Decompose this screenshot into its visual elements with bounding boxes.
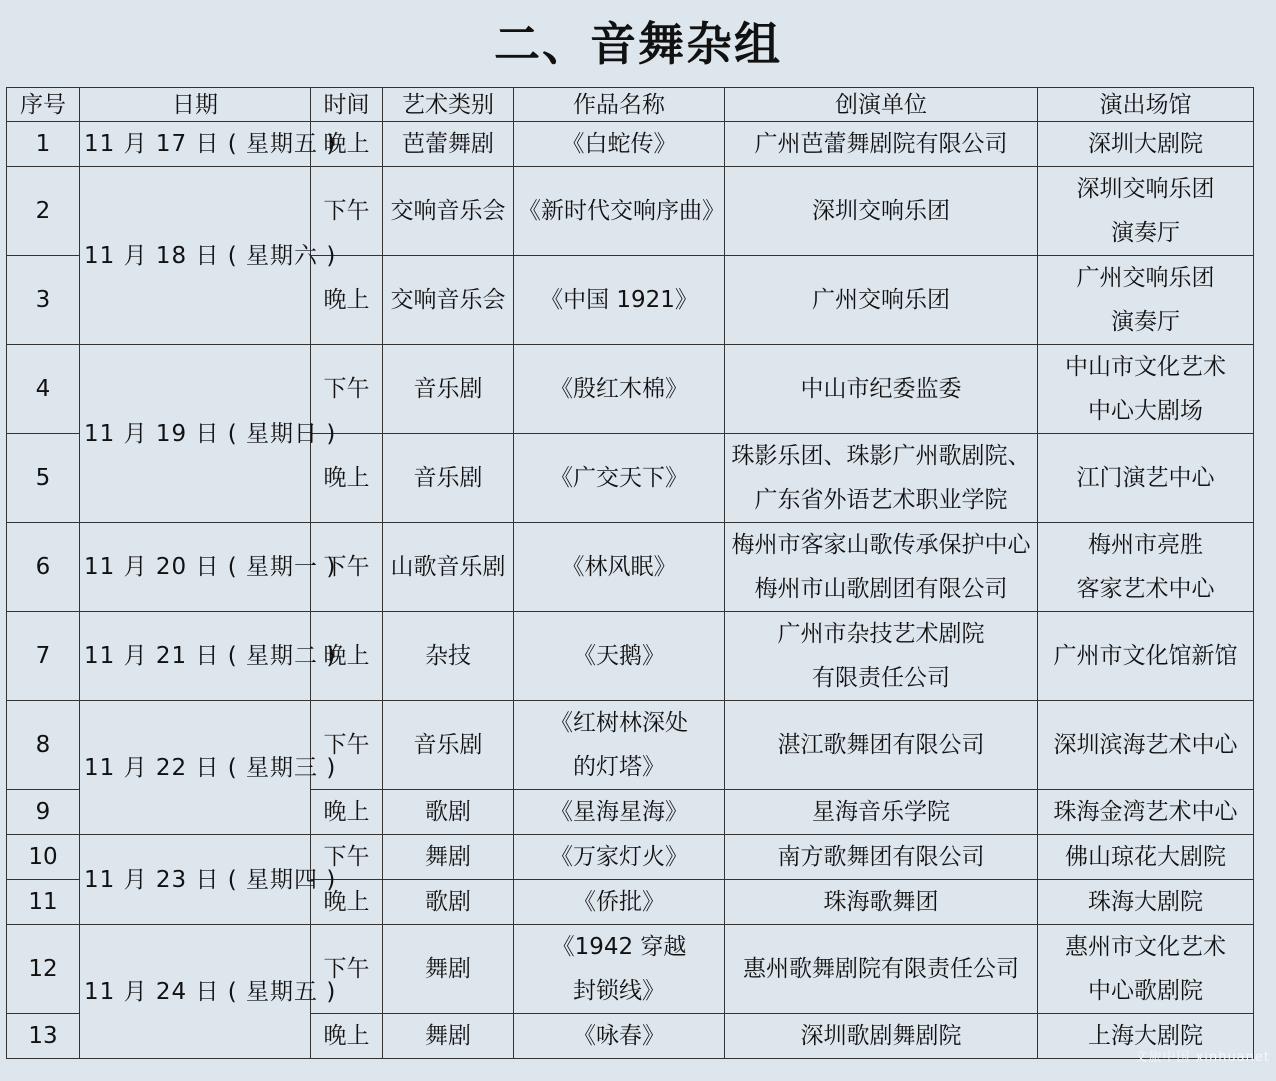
cell-venue [1038, 345, 1254, 434]
cell-work [514, 612, 725, 701]
table-row [7, 167, 1254, 256]
cell-venue-line: 上海大剧院 [1088, 1023, 1203, 1049]
cell-company [725, 122, 1038, 167]
cell-company [725, 167, 1038, 256]
cell-venue [1038, 925, 1254, 1014]
cell-work-line: 《星海星海》 [550, 799, 688, 825]
cell-no: 3 [7, 256, 80, 345]
cell-date: 11 月 19 日 ( 星期日 ) [80, 345, 311, 523]
table-row [7, 925, 1254, 1014]
cell-work-line: 《咏春》 [573, 1023, 665, 1049]
cell-venue-line: 深圳大剧院 [1088, 131, 1203, 157]
cell-category: 山歌音乐剧 [383, 523, 514, 612]
cell-time: 下午 [311, 523, 383, 612]
cell-work-line: 《中国 1921》 [540, 287, 698, 313]
cell-time: 晚上 [311, 122, 383, 167]
cell-date: 11 月 24 日 ( 星期五 ) [80, 925, 311, 1059]
cell-venue-line: 中心歌剧院 [1088, 978, 1203, 1004]
table-row [7, 835, 1254, 880]
table-row [7, 345, 1254, 434]
cell-venue [1038, 434, 1254, 523]
cell-company-line: 南方歌舞团有限公司 [777, 844, 985, 870]
cell-work-line: 《万家灯火》 [550, 844, 688, 870]
cell-company-line: 有限责任公司 [812, 665, 950, 691]
cell-company [725, 523, 1038, 612]
cell-company [725, 345, 1038, 434]
header-company: 创演单位 [725, 88, 1038, 122]
cell-venue-line: 佛山琼花大剧院 [1065, 844, 1226, 870]
cell-company-line: 广州市杂技艺术剧院 [777, 621, 985, 647]
cell-work-line: 《白蛇传》 [561, 131, 677, 157]
cell-category: 歌剧 [383, 790, 514, 835]
cell-work [514, 256, 725, 345]
cell-time: 晚上 [311, 880, 383, 925]
cell-work-line: 的灯塔》 [573, 754, 665, 780]
cell-work [514, 434, 725, 523]
cell-date: 11 月 21 日 ( 星期二 ) [80, 612, 311, 701]
cell-date: 11 月 20 日 ( 星期一 ) [80, 523, 311, 612]
cell-work-line: 封锁线》 [573, 978, 665, 1004]
cell-company [725, 790, 1038, 835]
cell-venue-line: 客家艺术中心 [1076, 576, 1215, 602]
cell-no: 10 [7, 835, 80, 880]
table-row [7, 612, 1254, 701]
cell-company-line: 深圳交响乐团 [812, 198, 950, 224]
cell-company-line: 湛江歌舞团有限公司 [777, 732, 985, 758]
cell-company [725, 256, 1038, 345]
cell-no: 13 [7, 1014, 80, 1059]
cell-time: 晚上 [311, 790, 383, 835]
cell-category: 舞剧 [383, 835, 514, 880]
cell-time: 下午 [311, 701, 383, 790]
cell-company [725, 434, 1038, 523]
cell-venue-line: 演奏厅 [1111, 309, 1180, 335]
table-row [7, 122, 1254, 167]
cell-no: 12 [7, 925, 80, 1014]
cell-venue [1038, 835, 1254, 880]
cell-company-line: 星海音乐学院 [812, 799, 950, 825]
cell-company-line: 惠州歌舞剧院有限责任公司 [743, 956, 1019, 982]
watermark: 文旅中国 xinhuanet [1134, 1050, 1270, 1065]
header-work: 作品名称 [514, 88, 725, 122]
cell-category: 交响音乐会 [383, 167, 514, 256]
cell-work [514, 835, 725, 880]
cell-date: 11 月 23 日 ( 星期四 ) [80, 835, 311, 925]
cell-venue-line: 惠州市文化艺术 [1065, 934, 1226, 960]
cell-company [725, 880, 1038, 925]
cell-time: 下午 [311, 925, 383, 1014]
header-date: 日期 [80, 88, 311, 122]
cell-venue-line: 珠海金湾艺术中心 [1053, 799, 1238, 825]
cell-no: 4 [7, 345, 80, 434]
cell-venue-line: 梅州市亮胜 [1088, 532, 1203, 558]
cell-venue-line: 中山市文化艺术 [1065, 354, 1226, 380]
cell-no: 11 [7, 880, 80, 925]
cell-category: 杂技 [383, 612, 514, 701]
cell-venue-line: 中心大剧场 [1088, 398, 1203, 424]
cell-company [725, 1014, 1038, 1059]
cell-category: 歌剧 [383, 880, 514, 925]
cell-work-line: 《广交天下》 [550, 465, 688, 491]
cell-date: 11 月 18 日 ( 星期六 ) [80, 167, 311, 345]
cell-venue-line: 深圳滨海艺术中心 [1053, 732, 1238, 758]
cell-venue-line: 广州交响乐团 [1076, 265, 1215, 291]
cell-work-line: 《1942 穿越 [551, 934, 687, 960]
cell-company-line: 深圳歌剧舞剧院 [800, 1023, 962, 1049]
cell-work [514, 167, 725, 256]
header-no: 序号 [7, 88, 80, 122]
cell-company-line: 中山市纪委监委 [800, 376, 962, 402]
cell-work [514, 880, 725, 925]
cell-company-line: 梅州市客家山歌传承保护中心 [731, 532, 1031, 558]
cell-work-line: 《天鹅》 [573, 643, 665, 669]
cell-venue-line: 江门演艺中心 [1076, 465, 1215, 491]
cell-venue [1038, 122, 1254, 167]
cell-company [725, 701, 1038, 790]
cell-work-line: 《殷红木棉》 [550, 376, 688, 402]
cell-company-line: 梅州市山歌剧团有限公司 [754, 576, 1008, 602]
cell-company [725, 612, 1038, 701]
cell-venue [1038, 256, 1254, 345]
cell-time: 晚上 [311, 256, 383, 345]
cell-category: 芭蕾舞剧 [383, 122, 514, 167]
header-venue: 演出场馆 [1038, 88, 1254, 122]
header-category: 艺术类别 [383, 88, 514, 122]
cell-venue [1038, 523, 1254, 612]
cell-time: 晚上 [311, 434, 383, 523]
cell-venue [1038, 612, 1254, 701]
cell-venue-line: 珠海大剧院 [1088, 889, 1203, 915]
cell-no: 2 [7, 167, 80, 256]
cell-no: 8 [7, 701, 80, 790]
cell-category: 舞剧 [383, 925, 514, 1014]
cell-category: 交响音乐会 [383, 256, 514, 345]
cell-no: 5 [7, 434, 80, 523]
cell-venue [1038, 880, 1254, 925]
table-row [7, 701, 1254, 790]
cell-venue-line: 深圳交响乐团 [1076, 176, 1215, 202]
cell-company-line: 广州交响乐团 [812, 287, 950, 313]
cell-venue [1038, 167, 1254, 256]
cell-company-line: 珠影乐团、珠影广州歌剧院、 [731, 443, 1031, 469]
cell-work-line: 《红树林深处 [550, 710, 688, 736]
cell-no: 1 [7, 122, 80, 167]
cell-company-line: 广东省外语艺术职业学院 [754, 487, 1008, 513]
cell-work [514, 345, 725, 434]
cell-time: 下午 [311, 835, 383, 880]
cell-time: 下午 [311, 167, 383, 256]
cell-category: 音乐剧 [383, 701, 514, 790]
cell-no: 9 [7, 790, 80, 835]
cell-work [514, 790, 725, 835]
table-row [7, 523, 1254, 612]
page-title: 二、音舞杂组 [494, 17, 782, 71]
cell-category: 音乐剧 [383, 345, 514, 434]
cell-work-line: 《林风眠》 [561, 554, 677, 580]
cell-work [514, 523, 725, 612]
cell-no: 7 [7, 612, 80, 701]
cell-venue-line: 演奏厅 [1111, 220, 1180, 246]
cell-work [514, 925, 725, 1014]
cell-work [514, 122, 725, 167]
cell-work [514, 701, 725, 790]
cell-work-line: 《新时代交响序曲》 [518, 198, 725, 224]
cell-company-line: 珠海歌舞团 [823, 889, 939, 915]
cell-company [725, 835, 1038, 880]
cell-venue [1038, 701, 1254, 790]
cell-date: 11 月 17 日 ( 星期五 ) [80, 122, 311, 167]
cell-date: 11 月 22 日 ( 星期三 ) [80, 701, 311, 835]
cell-time: 下午 [311, 345, 383, 434]
cell-company [725, 925, 1038, 1014]
header-row [7, 88, 1254, 122]
cell-work-line: 《侨批》 [573, 889, 665, 915]
cell-company-line: 广州芭蕾舞剧院有限公司 [754, 131, 1008, 157]
cell-time: 晚上 [311, 612, 383, 701]
cell-venue-line: 广州市文化馆新馆 [1053, 643, 1238, 669]
cell-venue [1038, 790, 1254, 835]
cell-work [514, 1014, 725, 1059]
header-time: 时间 [311, 88, 383, 122]
cell-category: 舞剧 [383, 1014, 514, 1059]
cell-no: 6 [7, 523, 80, 612]
cell-time: 晚上 [311, 1014, 383, 1059]
schedule-table [6, 87, 1254, 1059]
cell-category: 音乐剧 [383, 434, 514, 523]
